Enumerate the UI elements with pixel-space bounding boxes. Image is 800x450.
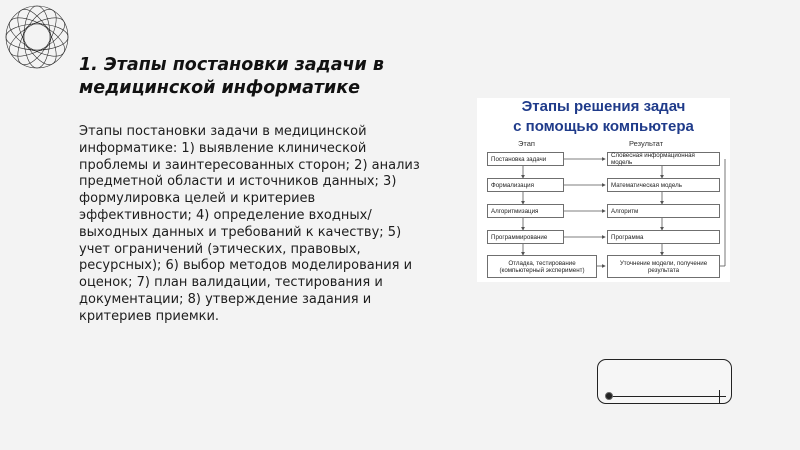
result-box-4: Программа	[607, 230, 720, 244]
media-player-widget[interactable]	[597, 359, 732, 404]
slide-title: 1. Этапы постановки задачи в медицинской информатике	[79, 55, 384, 98]
circular-line-pattern-icon	[4, 4, 70, 70]
crosshair-icon[interactable]	[711, 388, 728, 405]
stages-diagram-image	[477, 98, 730, 282]
stage-box-5: Отладка, тестирование (компьютерный эксперимент)	[487, 255, 597, 278]
slider-knob-icon[interactable]	[605, 392, 613, 400]
diagram-title-line1: Этапы решения задач	[521, 98, 686, 115]
slide-body-text: Этапы постановки задачи в медицинской информатике: 1) выявление клинической проблемы и заинтересованных сторон; 2) анализ предметной области и источников данных; 3) формулировка целей и критериев эффективности; 4) определение входных/выходных данных и требований к качеству; 5) учет ограничений (этических, правовых, ресурсных); 6) выбор методов моделирования и оценок; 7) план валидации, тестирования и документации; 8) утверждение задания и критериев приемки.	[79, 124, 420, 324]
stage-box-4: Программирование	[487, 230, 564, 244]
result-box-5: Уточнение модели, получение результата	[607, 255, 720, 278]
stage-box-1: Постановка задачи	[487, 152, 564, 166]
stage-box-2: Формализация	[487, 178, 564, 192]
stage-box-3: Алгоритмизация	[487, 204, 564, 218]
diagram-title-line2: с помощью компьютера	[513, 118, 694, 135]
result-box-2: Математическая модель	[607, 178, 720, 192]
column-header-stage: Этап	[518, 139, 535, 148]
result-box-1: Словесная информационная модель	[607, 152, 720, 166]
progress-track[interactable]	[609, 396, 721, 397]
column-header-result: Результат	[629, 139, 664, 148]
result-box-3: Алгоритм	[607, 204, 720, 218]
